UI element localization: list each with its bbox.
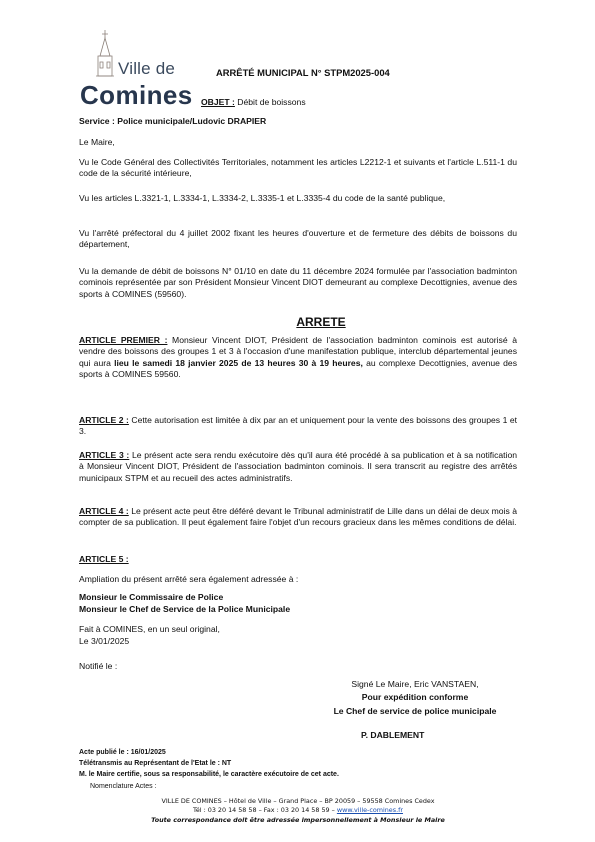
article-premier xyxy=(79,335,517,380)
fait-a: Fait à COMINES, en un seul original, xyxy=(79,624,220,634)
nomenclature: Nomenclature Actes : xyxy=(90,783,157,790)
footer-website-link[interactable]: www.ville-comines.fr xyxy=(336,806,403,815)
logo-comines: Comines xyxy=(80,80,193,110)
article-premier-text-a: Monsieur Vincent DIOT, Président de l'association badminton cominois est autorisé à vendre des boissons des groupes 1 et 3 à l'occasion d'une manifestation publique, interclub départemental jeunes qui aura xyxy=(79,335,517,368)
ampliation: Ampliation du présent arrêté sera également adressée à : xyxy=(79,574,299,584)
vu-arrete-prefectoral: Vu l'arrêté préfectoral du 4 juillet 2002 fixant les heures d'ouverture et de fermeture des débits de boissons du département, xyxy=(79,228,517,250)
article-premier-text-b: au complexe Decottignies, avenue des sports à COMINES 59560. xyxy=(79,357,518,380)
arrete-heading: ARRETE xyxy=(296,315,346,329)
signature-name: P. DABLEMENT xyxy=(361,730,425,740)
article-4-text: Le présent acte peut être déféré devant le Tribunal administratif de Lille dans un délai de deux mois à compter de sa publication. Il peut également faire l'objet d'un recours gracieux dans les mêmes conditions de délai. xyxy=(79,506,517,528)
signature-expedition: Pour expédition conforme xyxy=(361,692,469,702)
signature-chef-service: Le Chef de service de police municipale xyxy=(333,706,497,716)
footer-correspondance: Toute correspondance doit être adressée impersonnellement à Monsieur le Maire xyxy=(151,815,445,824)
objet-label: OBJET : xyxy=(201,97,235,107)
article-3-label: ARTICLE 3 : xyxy=(79,450,130,460)
le-maire: Le Maire, xyxy=(79,137,115,147)
article-5 xyxy=(79,554,517,565)
logo-ville-de: Ville de xyxy=(118,59,176,78)
destinataire-commissaire: Monsieur le Commissaire de Police xyxy=(79,592,224,602)
footer xyxy=(79,797,517,825)
certification: M. le Maire certifie, sous sa responsabilité, le caractère exécutoire de cet acte. xyxy=(79,771,339,778)
footer-contact xyxy=(79,806,517,815)
vu-sante-publique: Vu les articles L.3321-1, L.3334-1, L.3334-2, L.3335-1 et L.3335-4 du code de la santé publique, xyxy=(79,193,446,203)
article-3-text: Le présent acte sera rendu exécutoire dès qu'il aura été procédé à sa publication et à sa notification à Monsieur Vincent DIOT, Président de l'association badminton cominois. Il sera transcrit au registre des arrêtés municipaux STPM et au recueil des actes administratifs. xyxy=(79,450,518,483)
article-2 xyxy=(79,415,517,438)
footer-phone-fax: Tél : 03 20 14 58 58 – Fax : 03 20 14 58 59 – xyxy=(193,806,335,815)
article-2-text: Cette autorisation est limitée à dix par an et uniquement pour la vente des boissons des groupes 1 et 3. xyxy=(79,415,518,437)
service-line: Service : Police municipale/Ludovic DRAPIER xyxy=(79,116,267,126)
vu-cgct: Vu le Code Général des Collectivités Territoriales, notamment les articles L2212-1 et suivants et l'article L.511-1 du code de la sécurité intérieure, xyxy=(79,157,517,179)
date-signature: Le 3/01/2025 xyxy=(79,636,130,646)
objet-text: Débit de boissons xyxy=(237,97,306,107)
destinataire-chef-service: Monsieur le Chef de Service de la Police Municipale xyxy=(79,604,291,614)
notifie-le: Notifié le : xyxy=(79,661,118,671)
teletransmis: Télétransmis au Représentant de l'Etat le : NT xyxy=(79,760,232,767)
vu-demande: Vu la demande de débit de boissons N° 01/10 en date du 11 décembre 2024 formulée par l'association badminton cominois représentée par son Président Monsieur Vincent DIOT demeurant au complexe Decottignies, avenue des sports à COMINES (59560). xyxy=(79,266,517,299)
article-5-label: ARTICLE 5 : xyxy=(79,554,129,564)
page-title: ARRÊTÉ MUNICIPAL N° STPM2025-004 xyxy=(216,67,390,78)
acte-publie: Acte publié le : 16/01/2025 xyxy=(79,749,166,756)
footer-address: VILLE DE COMINES – Hôtel de Ville – Grand Place – BP 20059 – 59558 Comines Cedex xyxy=(161,797,435,805)
article-3 xyxy=(79,450,517,484)
article-premier-date: lieu le samedi 18 janvier 2025 de 13 heures 30 à 19 heures, xyxy=(114,357,363,368)
signature-maire: Signé Le Maire, Eric VANSTAEN, xyxy=(351,679,479,689)
objet-line xyxy=(201,97,306,108)
comines-logo xyxy=(78,26,196,108)
article-premier-label: ARTICLE PREMIER : xyxy=(79,335,168,345)
article-2-label: ARTICLE 2 : xyxy=(79,415,129,425)
article-4-label: ARTICLE 4 : xyxy=(79,506,129,516)
article-4 xyxy=(79,506,517,529)
